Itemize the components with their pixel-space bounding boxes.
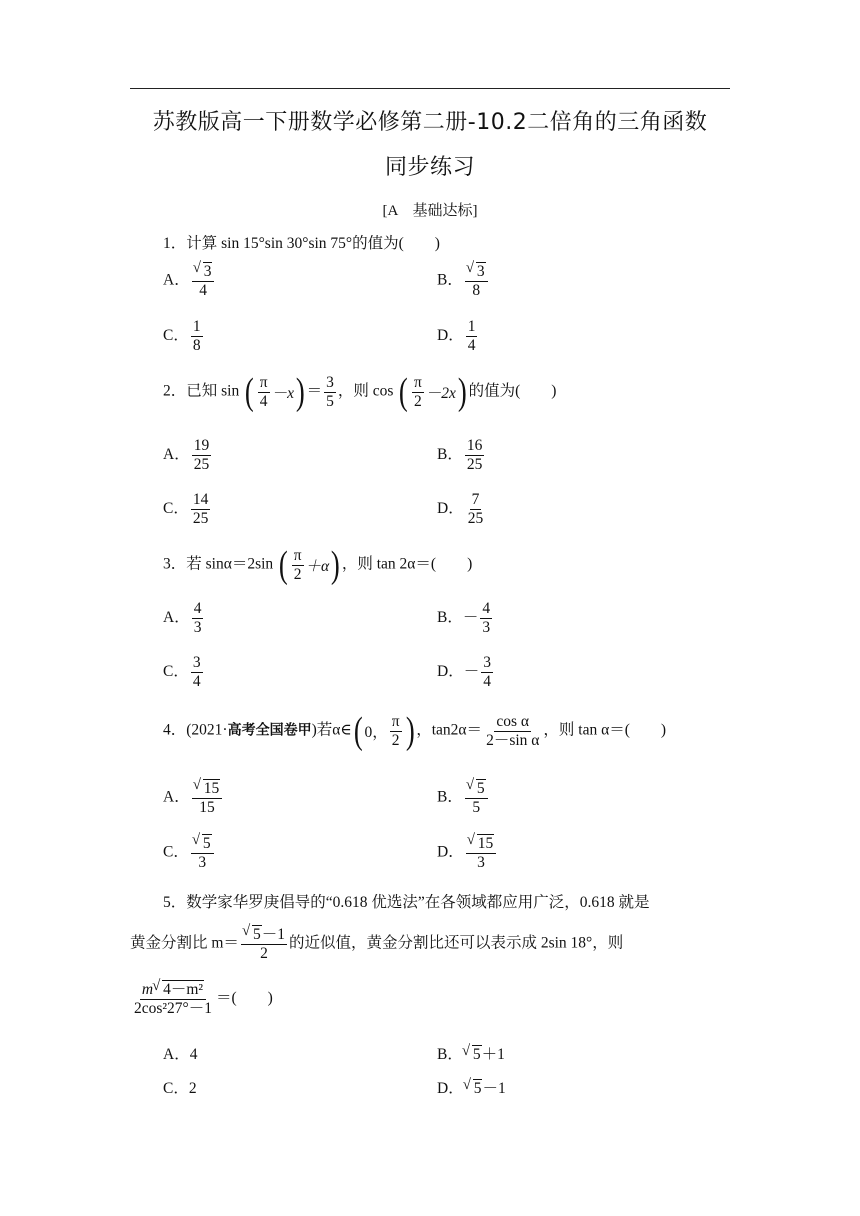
q3-option-d: D．－ $\frac{3}{4}$ bbox=[437, 654, 491, 690]
question-5-line1: 5．数学家华罗庚倡导的“0.618 优选法”在各领域都应用广泛，0.618 就是 bbox=[163, 894, 650, 911]
question-5-line2: 黄金分割比 m＝ √ $\frac{5-1}{2}$ 的近似值，黄金分割比还可以表示成 2sin 18°，则 bbox=[130, 925, 730, 963]
question-1: 1．计算 sin 15°sin 30°sin 75°的值为( ) bbox=[163, 235, 440, 252]
question-5-line3: $\frac{\text{m√ 4－m²}}{\text{2cos²27°－1}}$ ＝( ) bbox=[130, 980, 730, 1018]
q1-option-a: A． √ $\frac{3}{4}$ bbox=[163, 262, 216, 300]
question-2: 2．已知 sin ( $\frac{\pi}{4}$ －x ) ＝ $\frac{3}{5}$ ，则 cos ( $\frac{\pi}{2}$ －2x ) 的值为( ) bbox=[163, 371, 557, 413]
q4-option-c: C． √ $\frac{5}{3}$ bbox=[163, 834, 216, 872]
top-rule bbox=[130, 88, 730, 89]
q3-option-a: A． $\frac{4}{3}$ bbox=[163, 600, 202, 636]
q3-option-c: C． $\frac{3}{4}$ bbox=[163, 654, 201, 690]
q2-option-c: C． $\frac{14}{25}$ bbox=[163, 491, 209, 527]
q5-option-b: B．√ 5＋1 bbox=[437, 1042, 505, 1064]
q1-option-c: C． $\frac{1}{8}$ bbox=[163, 318, 201, 354]
q2-option-d: D． $\frac{7}{25}$ bbox=[437, 491, 484, 527]
q1-option-d: D． $\frac{1}{4}$ bbox=[437, 318, 476, 354]
q4-option-a: A． √ $\frac{15}{15}$ bbox=[163, 779, 224, 817]
q3-option-b: B．－ $\frac{4}{3}$ bbox=[437, 600, 491, 636]
q4-option-d: D． √ $\frac{15}{3}$ bbox=[437, 834, 498, 872]
doc-title-line1: 苏教版高一下册数学必修第二册-10.2二倍角的三角函数 bbox=[152, 110, 708, 135]
q5-option-a: A．4 bbox=[163, 1046, 198, 1063]
q2-option-a: A． $\frac{19}{25}$ bbox=[163, 437, 210, 473]
question-3: 3．若 sinα＝2sin ( $\frac{\pi}{2}$ ＋α ) ，则 tan 2α＝( ) bbox=[163, 544, 473, 586]
doc-title-line2: 同步练习 bbox=[384, 155, 475, 180]
question-4: 4．(2021·高考全国卷甲)若α∈ ( 0， $\frac{\pi}{2}$ ) ，tan2α＝ $\frac{\text{cos α}}{\text{2－sin α}}$ ，则 tan α＝( ) bbox=[163, 710, 667, 752]
q1-option-b: B． √ $\frac{3}{8}$ bbox=[437, 262, 490, 300]
q5-option-c: C．2 bbox=[163, 1080, 197, 1097]
section-heading: [A 基础达标] bbox=[382, 203, 478, 219]
q2-option-b: B． $\frac{16}{25}$ bbox=[437, 437, 483, 473]
q4-option-b: B． √ $\frac{5}{5}$ bbox=[437, 779, 490, 817]
q5-option-d: D．√ 5－1 bbox=[437, 1076, 506, 1098]
